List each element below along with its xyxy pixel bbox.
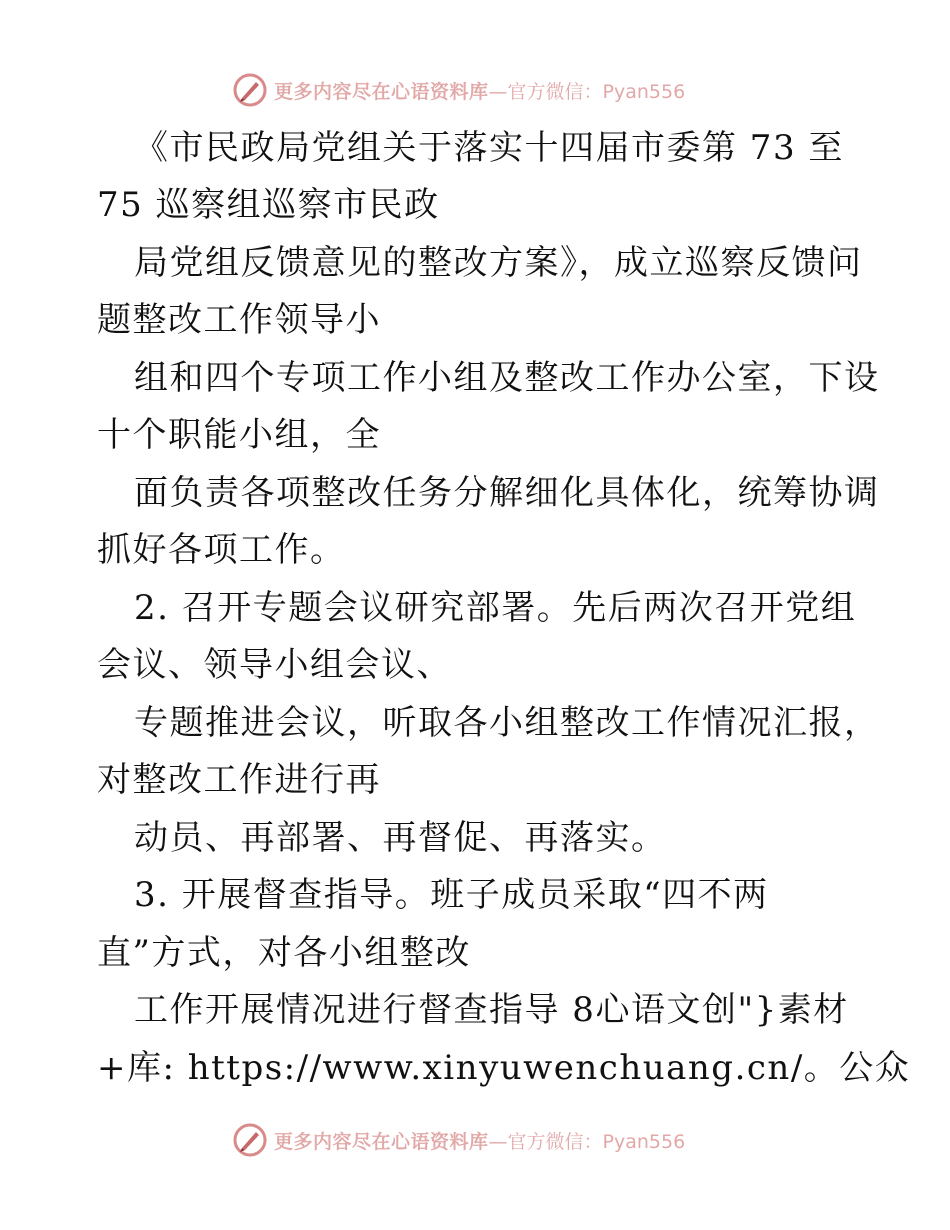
watermark-main-text: 更多内容尽在心语资料库	[274, 1130, 489, 1153]
text-line: +库: https://www.xinyuwenchuang.cn/。公众	[97, 1048, 911, 1088]
watermark-sub-text: —官方微信：Pyan556	[488, 1130, 686, 1153]
text-line: 工作开展情况进行督查指导 8心语文创"}素材	[134, 990, 849, 1030]
text-line: 动员、再部署、再督促、再落实。	[134, 818, 667, 858]
text-line: 十个职能小组，全	[97, 415, 381, 455]
text-line: 会议、领导小组会议、	[97, 645, 452, 685]
text-line: 3. 开展督查指导。班子成员采取“四不两	[134, 875, 769, 915]
pen-logo-icon	[232, 72, 268, 108]
text-line: 面负责各项整改任务分解细化具体化，统筹协调	[134, 473, 880, 513]
text-line: 抓好各项工作。	[97, 530, 346, 570]
text-line: 局党组反馈意见的整改方案》，成立巡察反馈问	[134, 243, 863, 283]
watermark-header	[232, 72, 685, 108]
text-line: 专题推进会议，听取各小组整改工作情况汇报，	[134, 703, 880, 743]
text-line: 题整改工作领导小	[97, 300, 381, 340]
watermark-footer	[232, 1122, 685, 1158]
text-line: 75 巡察组巡察市民政	[97, 185, 440, 225]
text-line: 组和四个专项工作小组及整改工作办公室，下设	[134, 358, 880, 398]
text-line: 直”方式，对各小组整改	[97, 933, 471, 973]
watermark-sub-text: —官方微信：Pyan556	[488, 80, 686, 103]
text-line: 对整改工作进行再	[97, 760, 381, 800]
pen-logo-icon	[232, 1122, 268, 1158]
text-line: 2. 召开专题会议研究部署。先后两次召开党组	[134, 588, 857, 628]
text-line: 《市民政局党组关于落实十四届市委第 73 至	[134, 128, 844, 168]
watermark-main-text: 更多内容尽在心语资料库	[274, 80, 489, 103]
